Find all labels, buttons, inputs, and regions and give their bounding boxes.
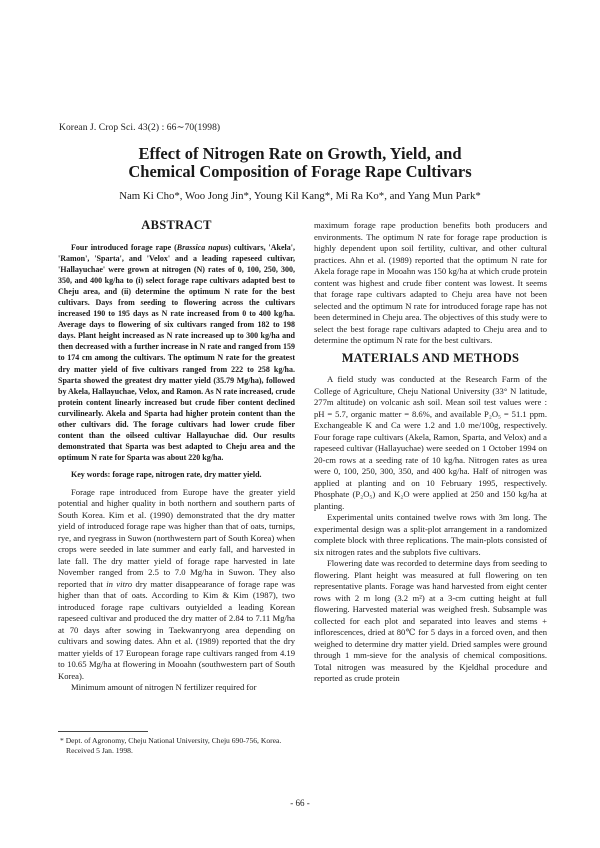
intro-paragraph-continued: maximum forage rape production benefits both producers and environments. The optimum N rate for forage rape production is highly dependent upon soil fertility, cultivar, and other cultural practices. Ahn et al. (1989) reported that the optimum N rate for Akela forage rape in Mooahn was 150 kg/ha at which crude protein content was highest and crude fiber content was lowest. It seems that forage rape cultivars adapted to Cheju area have not been selected and the optimum N rate for introduced forage rape has not been determined in Cheju area. The objectives of this study were to select the best forage rape cultivars adapted to Cheju area and to determine the optimum N rate for the best cultivars. [314,220,547,345]
methods-heading: MATERIALS AND METHODS [341,350,520,365]
abstract-paragraph [58,242,295,464]
footnote-affiliation: * Dept. of Agronomy, Cheju National University, Cheju 690-756, Korea. [60,736,282,745]
in-vitro-term: in vitro [106,578,133,589]
footnote-received: Received 5 Jan. 1998. [66,746,133,755]
methods-paragraph-1: A field study was conducted at the Research Farm of the College of Agriculture, Cheju National University (33° N latitude, 277m altitude) on volcanic ash soil. Mean soil test values were : pH = 5.7, organic matter = 8.6%, and available P₂O₅ = 51.1 ppm. Exchangeable K and Ca were 1.2 and 1.0 me/100g, respectively. Four forage rape cultivars (Akela, Ramon, Sparta, and Velox) and a rapeseed cultivar (Hallayuchae) were seeded on 1 October 1994 on 20-cm rows at a seeding rate of 10 kg/ha. Nitrogen rates as urea were 0, 100, 250, 300, 350, and 400 kg/ha. Half of nitrogen was applied at planting and on 10 February 1995, respectively. Phosphate (P₂O₅) and K₂O were applied at 250 and 150 kg/ha at planting. [314,374,547,511]
intro-text-a: Forage rape introduced from Europe have the greater yield potential and higher quality in both northern and southern parts of South Korea. Kim et al. (1990) demonstrated that the dry matter yield of introduced forage rape was higher than that of oats, turnips, rye, and ryegrass in Suwon (northwestern part of South Korea) when crops were seeded in late summer and early fall, and harvested in late fall. The dry matter yield of forage rape harvested in late November ranged from 2.5 to 7.0 Mg/ha in Suwon. They also reported that [58,486,295,589]
author-list: Nam Ki Cho*, Woo Jong Jin*, Young Kil Kang*, Mi Ra Ko*, and Yang Mun Park* [119,190,481,202]
abstract-heading: ABSTRACT [141,218,212,232]
abstract-section [58,242,295,464]
abstract-text-a: Four introduced forage rape ( [71,242,177,252]
footnote-rule [58,731,148,732]
abstract-text-b: ) cultivars, 'Akela', 'Ramon', 'Sparta', and 'Velox' and a leading rapeseed cultivar, 'Hallayuchae' were grown at nitrogen (N) rates of 0, 100, 250, 300, 350, and 400 kg/ha to (i) select forage rape cultivars adapted best to Cheju area, and (ii) determine the optimum N rate for the best cultivars. Days from seeding to flowering across the cultivars increased 190 to 195 days as N rate increased from 0 to 400 kg/ha. Average days to flowering of six cultivars ranged from 182 to 198 days. Plant height increased as N rate increased up to 300 kg/ha and then decreased with a further increase in N rate and ranged from 159 to 174 cm among the cultivars. The optimum N rate for the greatest dry matter yield of five cultivars ranged from 222 to 258 kg/ha. Sparta showed the greatest dry matter yield (35.79 Mg/ha), followed by Akela, Hallayuchae, Velox, and Ramon. As N rate increased, crude protein content linearly increased but crude fiber content declined curvilinearly. Akela and Sparta had higher protein content than the other cultivars did. The forage cultivars had lower crude fiber content than the oilseed cultivar Hallayuchae did. Our results demonstrated that Sparta was best adapted to Cheju area and the optimum N rate for Sparta was about 220 kg/ha. [58,242,295,463]
intro-paragraph-1 [58,487,295,683]
right-column [314,220,547,685]
left-column [58,220,295,694]
paper-title-line-2: Chemical Composition of Forage Rape Cultivars [128,162,472,181]
methods-paragraph-3: Flowering date was recorded to determine days from seeding to flowering. Plant height was measured at full flowering on ten representative plants. Forage was hand harvested from eight center rows with 2 m long (3.2 m²) at a 3-cm cutting height at full flowering. Harvested material was weighed fresh. Subsample was collected for each plot and separated into leaves and stems + inflorescences, dried at 80℃ for 5 days in a forced oven, and then weighed to determine dry matter yield. Dried samples were ground through 1 mm-sieve for the analysis of chemical compositions. Total nitrogen was measured by the Kjeldhal procedure and reported as crude protein [314,558,547,683]
keywords: Key words: forage rape, nitrogen rate, dry matter yield. [71,470,262,480]
page-number: - 66 - [290,798,310,808]
methods-paragraph-2: Experimental units contained twelve rows with 3m long. The experimental design was a split-plot arrangement in a randomized complete block with three replications. The main-plots consisted of six nitrogen rates and the subplots five cultivars. [314,512,547,557]
journal-reference: Korean J. Crop Sci. 43(2) : 66∼70(1998) [59,123,221,133]
intro-paragraph-2: Minimum amount of nitrogen N fertilizer required for [71,682,257,693]
intro-text-b: dry matter disappearance of forage rape was higher than that of oats. According to Kim & Kim (1987), two introduced forage rape cultivars outyielded a leading Korean rapeseed cultivar and produced the dry matter of 2.84 to 7.11 Mg/ha at 70 days after sowing in Taekwanryong area depending on cultivars and sowing dates. Ahn et al. (1989) reported that the dry matter yields of 17 European forage rape cultivars ranged from 4.19 to 10.65 Mg/ha at flowering in Mooahn (southwestern part of South Korea). [58,578,295,681]
paper-title-line-1: Effect of Nitrogen Rate on Growth, Yield, and [138,144,462,163]
species-name: Brassica napus [176,242,229,252]
footnote [60,736,360,756]
